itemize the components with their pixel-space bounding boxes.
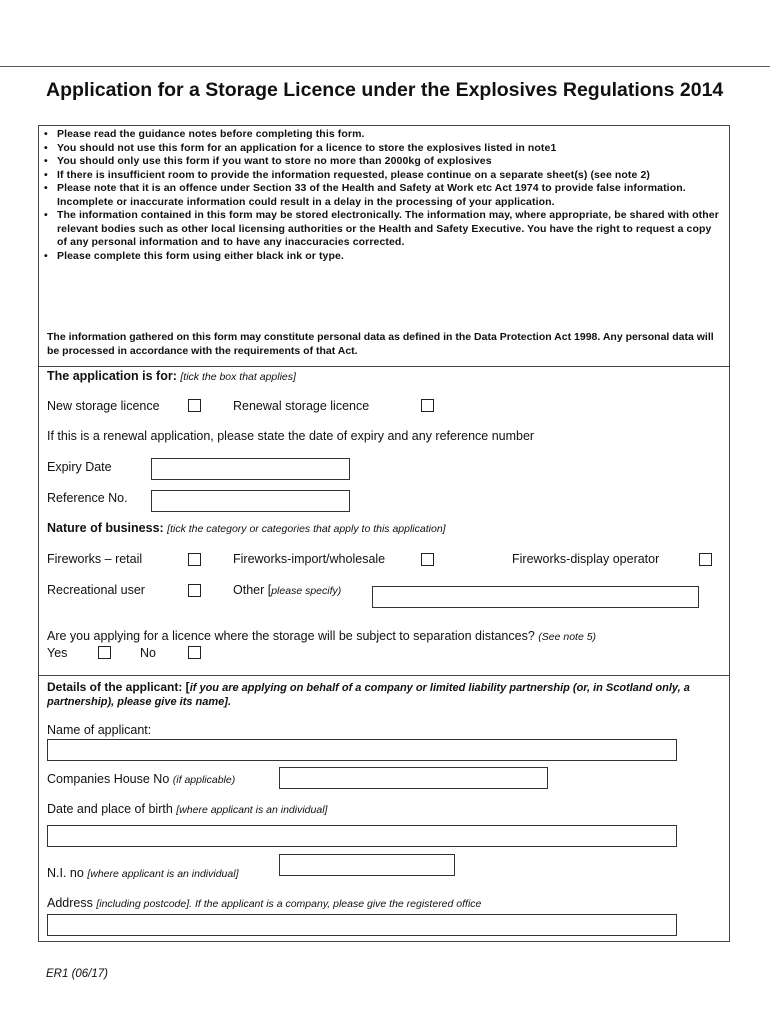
top-rule [0,66,770,67]
separation-note: (See note 5) [538,631,597,643]
expiry-date-field[interactable] [151,458,350,480]
fireworks-import-checkbox[interactable] [421,553,434,566]
note-bullet: • Please note that it is an offence under Section 33 of the Health and Safety at Work etc Act 1974 to provide false information. Incomplete or inaccurate information could result in a delay in the processing of your application. [44,182,724,209]
renewal-licence-checkbox[interactable] [421,399,434,412]
yes-label: Yes [47,646,68,660]
note-bullet: • You should not use this form for an application for a licence to store the explosives listed in note1 [44,142,724,156]
recreational-user-label: Recreational user [47,583,145,597]
guidance-notes-box [38,125,730,367]
companies-house-label: Companies House No [47,772,170,786]
separation-no-checkbox[interactable] [188,646,201,659]
other-specify-field[interactable] [372,586,699,608]
nature-heading-note: [tick the category or categories that apply to this application] [167,523,446,535]
nature-heading-line [47,521,446,535]
form-title: Application for a Storage Licence under the Explosives Regulations 2014 [46,79,724,101]
reference-no-field[interactable] [151,490,350,512]
form-reference-footer: ER1 (06/17) [46,968,109,980]
dob-line [47,802,327,816]
new-licence-label: New storage licence [47,399,160,413]
application-heading-note: [tick the box that applies] [180,371,296,383]
new-licence-checkbox[interactable] [188,399,201,412]
separation-question-line [47,629,596,643]
reference-no-label: Reference No. [47,491,128,505]
dob-place-field[interactable] [47,825,677,847]
expiry-date-label: Expiry Date [47,460,112,474]
dob-label: Date and place of birth [47,802,173,816]
guidance-bullets [44,128,724,263]
address-line [47,896,481,910]
applicant-name-label: Name of applicant: [47,723,152,737]
ni-line [47,866,239,880]
note-bullet: • Please read the guidance notes before completing this form. [44,128,724,142]
fireworks-display-label: Fireworks-display operator [512,552,660,566]
note-bullet: • You should only use this form if you want to store no more than 2000kg of explosives [44,155,724,169]
applicant-heading: Details of the applicant: [ [47,680,190,694]
ni-note: [where applicant is an individual] [87,868,239,880]
fireworks-display-checkbox[interactable] [699,553,712,566]
recreational-user-checkbox[interactable] [188,584,201,597]
nature-heading: Nature of business: [47,521,164,535]
note-bullet: • Please complete this form using either black ink or type. [44,250,724,264]
companies-house-note: (if applicable) [172,774,236,786]
address-field[interactable] [47,914,677,936]
no-label: No [140,646,156,660]
fireworks-retail-checkbox[interactable] [188,553,201,566]
application-heading-line [47,369,296,383]
note-bullet: • If there is insufficient room to provide the information requested, please continue on a separate sheet(s) (see note 2) [44,169,724,183]
applicant-section [38,675,730,942]
dob-note: [where applicant is an individual] [176,804,328,816]
companies-house-line [47,772,235,786]
address-label: Address [47,896,93,910]
fireworks-retail-label: Fireworks – retail [47,552,143,566]
separation-question: Are you applying for a licence where the storage will be subject to separation distances? [47,629,535,643]
ni-number-field[interactable] [279,854,455,876]
separation-yes-checkbox[interactable] [98,646,111,659]
data-protection-statement: The information gathered on this form may constitute personal data as defined in the Data Protection Act 1998. Any personal data will be processed in accordance with the requirements of that Act. [47,331,714,357]
ni-label: N.I. no [47,866,84,880]
applicant-heading-block [47,680,717,709]
fireworks-import-label: Fireworks-import/wholesale [233,552,386,566]
applicant-name-field[interactable] [47,739,677,761]
companies-house-field[interactable] [279,767,548,789]
address-note: [including postcode]. If the applicant is a company, please give the registered office [96,898,482,910]
other-note: please specify) [271,585,342,597]
other-label: Other [ [233,583,272,597]
renewal-instruction: If this is a renewal application, please state the date of expiry and any reference number [47,429,535,443]
other-label-line [233,583,341,597]
note-bullet: • The information contained in this form may be stored electronically. The information may, where appropriate, be shared with other relevant bodies such as other local licensing authorities or the Health and Safety Executive. You have the right to request a copy of any personal information and to have any inaccuracies corrected. [44,209,724,250]
application-section [38,366,730,676]
applicant-heading-note: if you are applying on behalf of a company or limited liability partnership (or, in Scotland only, a partnership), please give its name]. [47,682,690,708]
renewal-licence-label: Renewal storage licence [233,399,370,413]
application-heading: The application is for: [47,369,177,383]
